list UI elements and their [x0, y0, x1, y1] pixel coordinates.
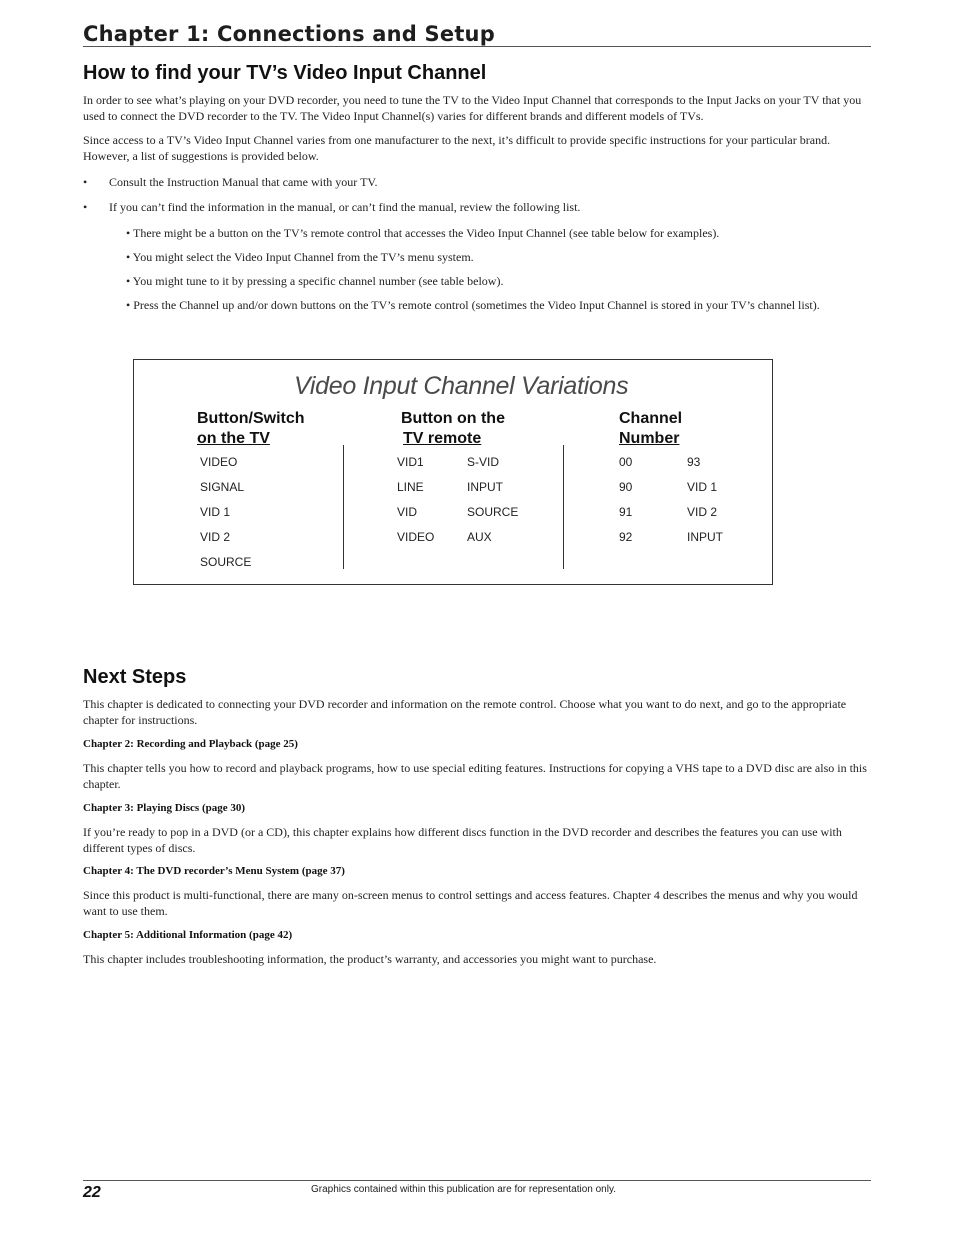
bullet-item: Consult the Instruction Manual that came with your TV.	[109, 175, 378, 189]
table-cell: VID 2	[687, 505, 718, 519]
table-cell: VID1	[397, 455, 424, 469]
page-number: 22	[83, 1184, 101, 1201]
table-cell: 93	[687, 455, 701, 469]
table-cell: INPUT	[687, 530, 723, 544]
column-divider	[563, 445, 564, 569]
section-heading-video-input: How to find your TV’s Video Input Channel	[83, 62, 487, 84]
chapter-description: If you’re ready to pop in a DVD (or a CD), this chapter explains how different discs function in the DVD recorder and describes the features you can use with different types of discs.	[83, 825, 842, 855]
column-header-button-switch: Button/Switch on the TV	[197, 410, 305, 447]
table-cell: VID 2	[200, 530, 231, 544]
bullet-marker: •	[83, 200, 88, 214]
sub-bullet-item: • You might tune to it by pressing a specific channel number (see table below).	[126, 274, 504, 288]
table-cell: VID 1	[200, 505, 231, 519]
bullet-marker: •	[83, 175, 88, 189]
table-cell: AUX	[467, 530, 492, 544]
table-cell: LINE	[397, 480, 424, 494]
chapter-link-title: Chapter 4: The DVD recorder’s Menu System (page 37)	[83, 865, 345, 877]
column-header-channel: Channel Number	[619, 410, 683, 447]
table-cell: SOURCE	[467, 505, 519, 519]
paragraph-intro: In order to see what’s playing on your DVD recorder, you need to tune the TV to the Video Input Channel that corresponds to the Input Jacks on your TV that you used to connect the DVD recorder to the TV. The Video Input Channel(s) varies for different brands and different models of TVs.	[83, 93, 862, 123]
sub-bullet-item: • Press the Channel up and/or down buttons on the TV’s remote control (sometimes the Video Input Channel is stored in your TV’s channel list).	[126, 298, 820, 312]
table-cell: INPUT	[467, 480, 503, 494]
paragraph-next-intro: This chapter is dedicated to connecting your DVD recorder and information on the remote control. Choose what you want to do next, and go to the appropriate chapter for instructions.	[83, 697, 847, 727]
sub-bullet-item: • There might be a button on the TV’s remote control that accesses the Video Input Channel (see table below for examples).	[126, 226, 720, 240]
chapter-link-title: Chapter 2: Recording and Playback (page 25)	[83, 738, 298, 750]
chapter-link-title: Chapter 5: Additional Information (page 42)	[83, 929, 293, 941]
section-heading-next-steps: Next Steps	[83, 666, 187, 688]
paragraph-access: Since access to a TV’s Video Input Channel varies from one manufacturer to the next, it’s difficult to provide specific instructions for your particular brand. However, a list of suggestions is provided below.	[83, 133, 831, 163]
table-cell: SOURCE	[200, 555, 252, 569]
table-cell: VID	[397, 505, 418, 519]
chapter-description: This chapter includes troubleshooting information, the product’s warranty, and accessories you might want to purchase.	[83, 952, 657, 966]
chapter-title: Chapter 1: Connections and Setup	[83, 22, 495, 46]
column-divider	[343, 445, 344, 569]
table-cell: VID 1	[687, 480, 718, 494]
table-cell: 90	[619, 480, 633, 494]
table-cell: VIDEO	[397, 530, 435, 544]
sub-bullet-item: • You might select the Video Input Channel from the TV’s menu system.	[126, 250, 474, 264]
table-cell: SIGNAL	[200, 480, 245, 494]
table-cell: 00	[619, 455, 633, 469]
column-header-remote: Button on the TV remote	[401, 410, 505, 447]
table-cell: S-VID	[467, 455, 500, 469]
chapter-description: Since this product is multi-functional, there are many on-screen menus to control settings and access features. Chapter 4 describes the menus and why you would want to use them.	[83, 888, 858, 918]
footer-note: Graphics contained within this publication are for representation only.	[311, 1184, 616, 1195]
header-rule	[83, 46, 871, 47]
variations-title: Video Input Channel Variations	[294, 372, 629, 400]
bullet-item: If you can’t find the information in the manual, or can’t find the manual, review the following list.	[109, 200, 581, 214]
footer-rule	[83, 1180, 871, 1181]
table-cell: 91	[619, 505, 633, 519]
table-cell: VIDEO	[200, 455, 238, 469]
chapter-description: This chapter tells you how to record and playback programs, how to use special editing features. Instructions for copying a VHS tape to a DVD disc are also in this chapter.	[83, 761, 867, 791]
chapter-link-title: Chapter 3: Playing Discs (page 30)	[83, 802, 246, 814]
table-cell: 92	[619, 530, 633, 544]
